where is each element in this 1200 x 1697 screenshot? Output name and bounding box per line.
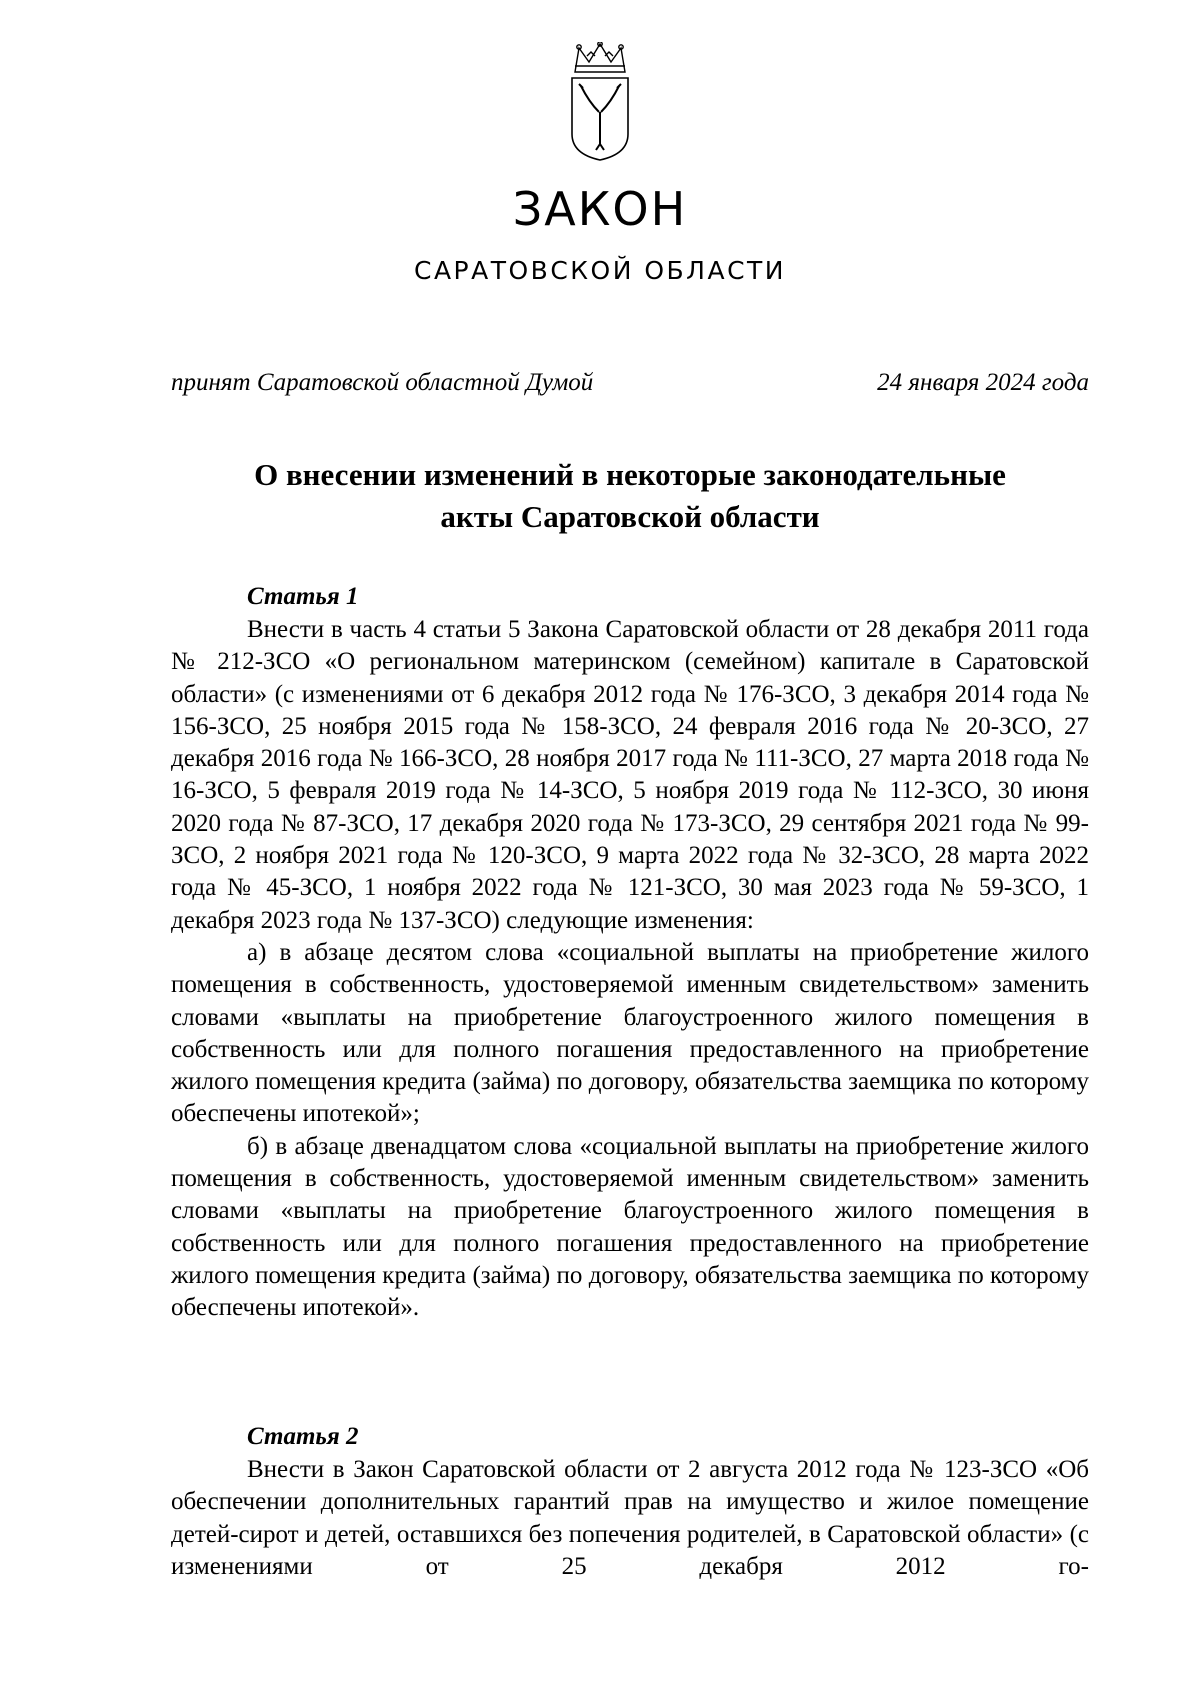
article-1-heading: Статья 1 [247, 583, 359, 610]
article-2-body [171, 1454, 1089, 1583]
article-1-body [171, 614, 1089, 1325]
saratov-coat-of-arms-icon [569, 42, 631, 162]
adoption-line [171, 369, 1089, 397]
document-title-line-1: О внесении изменений в некоторые законодательные [254, 457, 1006, 492]
article-2-paragraph-1: Внести в Закон Саратовской области от 2 августа 2012 года № 123-ЗСО «Об обеспечении дополнительных гарантий прав на имущество и жилое помещение детей-сирот и детей, оставшихся без попечения родителей, в Саратовской области» (с изменениями от 25 декабря 2012 го- [171, 1456, 1089, 1580]
document-title [150, 454, 1110, 539]
article-1-paragraph-1: Внести в часть 4 статьи 5 Закона Саратовской области от 28 декабря 2011 года № 212-ЗСО «О региональном материнском (семейном) капитале в Саратовской области» (с изменениями от 6 декабря 2012 года № 176-ЗСО, 3 декабря 2014 года № 156-ЗСО, 25 ноября 2015 года № 158-ЗСО, 24 февраля 2016 года № 20-ЗСО, 27 декабря 2016 года № 166-ЗСО, 28 ноября 2017 года № 111-ЗСО, 27 марта 2018 года № 16-ЗСО, 5 февраля 2019 года № 14-ЗСО, 5 ноября 2019 года № 112-ЗСО, 30 июня 2020 года № 87-ЗСО, 17 декабря 2020 года № 173-ЗСО, 29 сентября 2021 года № 99-ЗСО, 2 ноября 2021 года № 120-ЗСО, 9 марта 2022 года № 32-ЗСО, 28 марта 2022 года № 45-ЗСО, 1 ноября 2022 года № 121-ЗСО, 30 мая 2023 года № 59-ЗСО, 1 декабря 2023 года № 137-ЗСО) следующие изменения: [171, 616, 1089, 934]
adopted-by: принят Саратовской областной Думой [171, 369, 594, 396]
article-2-heading: Статья 2 [247, 1423, 359, 1450]
article-1-paragraph-3: б) в абзаце двенадцатом слова «социальной выплаты на приобретение жилого помещения в собственность, удостоверяемой именным свидетельством» заменить словами «выплаты на приобретение благоустроенного жилого помещения в собственность или для полного погашения предоставленного на приобретение жилого помещения кредита (займа) по договору, обязательства заемщика по которому обеспечены ипотекой». [171, 1132, 1089, 1322]
law-label: ЗАКОН [512, 182, 688, 236]
document-title-line-2: акты Саратовской области [440, 499, 820, 535]
region-label: САРАТОВСКОЙ ОБЛАСТИ [413, 256, 787, 285]
article-1-paragraph-2: а) в абзаце десятом слова «социальной выплаты на приобретение жилого помещения в собственность, удостоверяемой именным свидетельством» заменить словами «выплаты на приобретение благоустроенного жилого помещения в собственность или для полного погашения предоставленного на приобретение жилого помещения кредита (займа) по договору, обязательства заемщика по которому обеспечены ипотекой»; [171, 938, 1089, 1128]
adoption-date: 24 января 2024 года [877, 369, 1089, 396]
